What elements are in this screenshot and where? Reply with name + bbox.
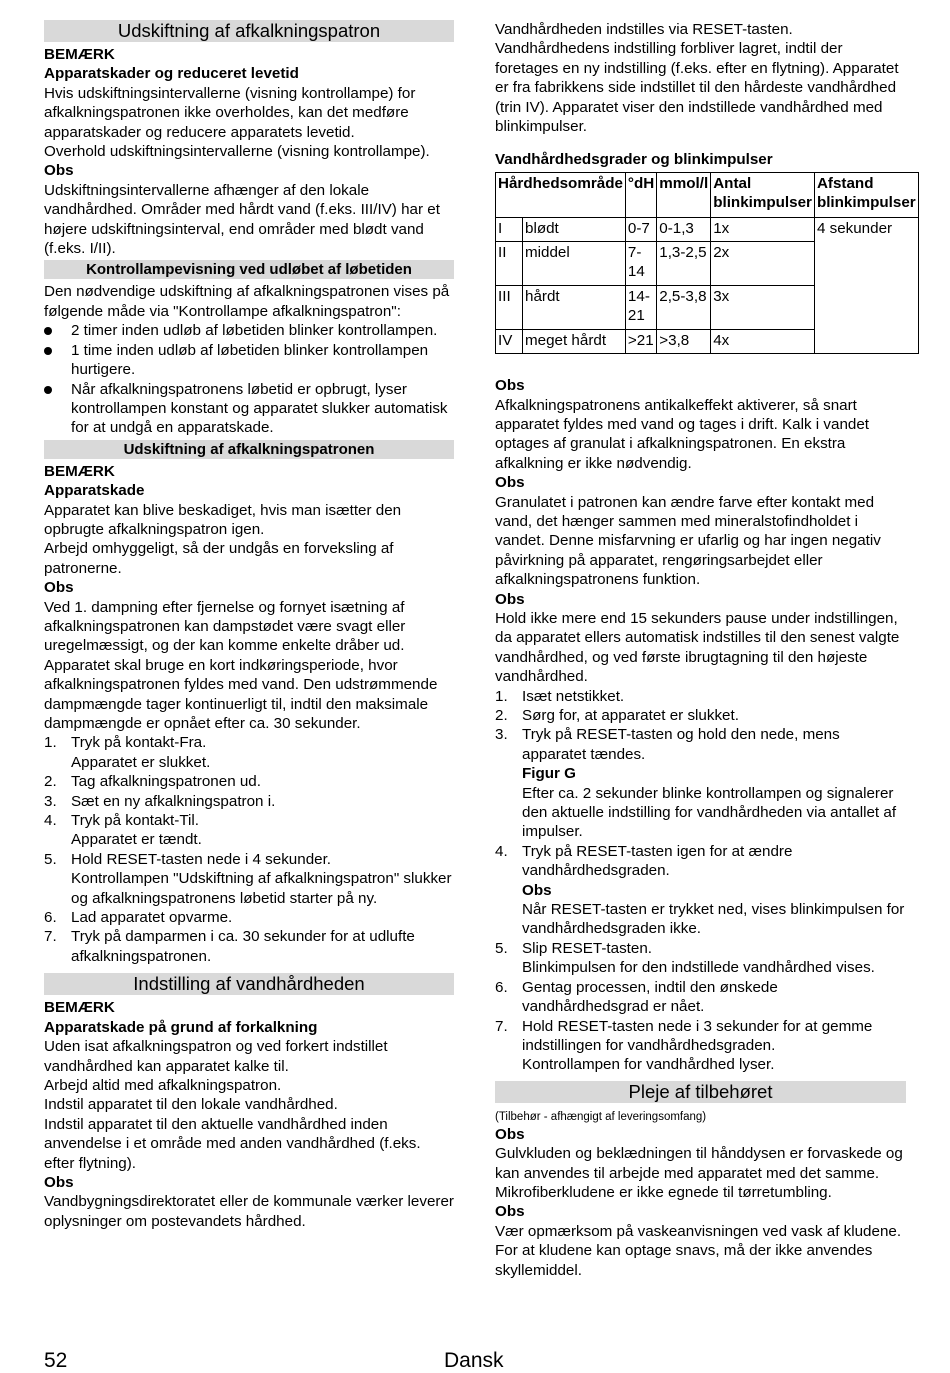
obs-label: Obs: [495, 1125, 525, 1143]
table-cell: hårdt: [523, 285, 626, 329]
obs-label: Obs: [44, 579, 74, 597]
left-column: [44, 20, 454, 1231]
bullet-item: 1 time inden udløb af løbetiden blinker kontrollampen hurtigere.: [44, 341, 454, 380]
paragraph: Arbejd omhyggeligt, så der undgås en forveksling af patronerne.: [44, 540, 394, 577]
obs-label: Obs: [44, 162, 74, 180]
bullet-item: Når afkalkningspatronens løbetid er opbrugt, lyser kontrollampen konstant og apparatet slukker automatisk for at undgå en apparatskade.: [44, 380, 454, 438]
paragraph: Vandhårdheden indstilles via RESET-tasten. Vandhårdhedens indstilling forbliver lagret, indtil der foretages en ny indstilling (f.eks. efter en flytning). Apparatet er fra fabrikkens side indstillet til den hårdeste vandhårdhed (trin IV). Apparatet viser den indstillede vandhårdhed med blinkimpulser.: [495, 21, 899, 136]
step-item: [44, 908, 454, 927]
step-item: [495, 842, 906, 881]
section-title-replacement: Udskiftning af afkalkningspatron: [44, 20, 454, 42]
step-number: 2.: [495, 707, 508, 724]
figure-reference: Figur G: [522, 765, 576, 783]
step-number: 7.: [495, 1017, 508, 1035]
obs-label: Obs: [495, 1203, 525, 1221]
table-cell: 4x: [711, 329, 815, 353]
step-result: Efter ca. 2 sekunder blinke kontrollampen og signalerer den aktuelle indstilling for vandhårdheden via antallet af impulser.: [522, 784, 897, 841]
notice-label: BEMÆRK: [44, 46, 115, 63]
notice-label: BEMÆRK: [44, 462, 115, 480]
paragraph: Indstil apparatet til den lokale vandhårdhed.: [44, 1096, 338, 1114]
step-text: Tryk på damparmen i ca. 30 sekunder for at udlufte afkalkningspatronen.: [71, 928, 415, 965]
step-text: Slip RESET-tasten.: [522, 939, 652, 957]
paragraph: Gulvkluden og beklædningen til hånddysen er forvaskede og kan anvendes til arbejde med apparatet med det samme. Mikrofiberkludene er ikke egnede til tørretumbling.: [495, 1145, 903, 1201]
step-item: [495, 978, 906, 1017]
section-title-accessory-care: Pleje af tilbehøret: [495, 1081, 906, 1103]
table-cell: I: [496, 217, 523, 241]
step-number: 2.: [44, 773, 57, 791]
table-header: mmol/l: [657, 172, 711, 217]
table-cell: 7-14: [625, 242, 656, 286]
paragraph: Hold ikke mere end 15 sekunders pause under indstillingen, da apparatet ellers automatisk indstilles til den senest valgte vandhårdhed, og ved første ibrugtagning til den højeste vandhårdhed.: [495, 609, 900, 686]
paragraph: Hvis udskiftningsintervallerne (visning kontrollampe) for afkalkningspatronen ikke overholdes, kan det medføre apparatskader og reducere apparatets levetid.: [44, 84, 416, 141]
table-header: Hårdhedsområde: [496, 172, 626, 217]
table-header: Afstand blinkimpulser: [814, 172, 918, 217]
step-item: [44, 811, 454, 830]
step-result: Apparatet er slukket.: [71, 753, 211, 771]
obs-label: Obs: [495, 377, 525, 395]
table-cell-interval: 4 sekunder: [814, 217, 918, 353]
obs-label: Obs: [495, 474, 525, 492]
step-result: Apparatet er tændt.: [71, 831, 202, 849]
table-cell: meget hårdt: [523, 329, 626, 353]
warning-heading: Apparatskade: [44, 482, 145, 500]
obs-label: Obs: [44, 1173, 74, 1191]
step-item: [495, 1017, 906, 1056]
paragraph: Uden isat afkalkningspatron og ved forkert indstillet vandhårdhed kan apparatet kalke til.: [44, 1038, 388, 1075]
table-row: [496, 217, 919, 241]
footer-language: Dansk: [444, 1349, 504, 1372]
step-item: [44, 792, 454, 811]
scope-note: (Tilbehør - afhængigt af leveringsomfang): [495, 1110, 707, 1123]
paragraph: Vandbygningsdirektoratet eller de kommunale værker leverer oplysninger om postevandets hårdhed.: [44, 1193, 454, 1230]
step-result: Kontrollampen for vandhårdhed lyser.: [522, 1056, 775, 1074]
table-cell: >3,8: [657, 329, 711, 353]
step-text: Tryk på RESET-tasten og hold den nede, mens apparatet tændes.: [522, 726, 840, 763]
table-header: °dH: [625, 172, 656, 217]
paragraph: Udskiftningsintervallerne afhænger af den lokale vandhårdhed. Områder med hårdt vand (f.eks. III/IV) har et højere udskiftningsinterval, end områder med blødt vand (f.eks. I/II).: [44, 181, 440, 258]
step-item: [495, 706, 906, 725]
paragraph: Apparatet skal bruge en kort indkøringsperiode, hvor afkalkningspatronen fyldes med vand. Den udstrømmende dampmængde tager kontinuerligt til, indtil den maksimale dampmængde er opnået efter ca. 30 sekunder.: [44, 656, 438, 732]
step-text: Tryk på kontakt-Til.: [71, 812, 199, 830]
step-text: Sørg for, at apparatet er slukket.: [522, 707, 739, 724]
warning-heading: Apparatskader og reduceret levetid: [44, 65, 299, 83]
step-text: Tag afkalkningspatronen ud.: [71, 773, 261, 791]
step-number: 7.: [44, 928, 57, 946]
step-text: Sæt en ny afkalkningspatron i.: [71, 792, 276, 810]
step-text: Lad apparatet opvarme.: [71, 909, 233, 927]
table-header-row: [496, 172, 919, 217]
paragraph: Den nødvendige udskiftning af afkalkningspatronen vises på følgende måde via "Kontrollampe afkalkningspatron":: [44, 283, 450, 320]
table-cell: II: [496, 242, 523, 286]
step-number: 1.: [495, 687, 508, 705]
step-item: [44, 733, 454, 752]
table-cell: 2x: [711, 242, 815, 286]
step-item: [495, 687, 906, 706]
step-number: 3.: [495, 726, 508, 744]
table-cell: blødt: [523, 217, 626, 241]
step-number: 5.: [495, 939, 508, 957]
section-title-indicator: Kontrollampevisning ved udløbet af løbetiden: [44, 260, 454, 279]
step-item: [495, 939, 906, 958]
obs-label: Obs: [495, 590, 525, 608]
paragraph: Granulatet i patronen kan ændre farve efter kontakt med vand, det hænger sammen med mineralstofindholdet i vandet. Denne misfarvning er ufarlig og har ingen negativ påvirkning på apparatet, rengøringsarbejdet eller afkalkningspatronens funktion.: [495, 493, 881, 589]
paragraph: Indstil apparatet til den aktuelle vandhårdhed inden anvendelse i et område med anden vandhårdhed (f.eks. efter flytning).: [44, 1115, 421, 1172]
step-text: Gentag processen, indtil den ønskede vandhårdhedsgrad er nået.: [522, 978, 778, 1016]
step-result: Når RESET-tasten er trykket ned, vises blinkimpulsen for vandhårdhedsgraden ikke.: [522, 901, 905, 938]
step-text: Tryk på RESET-tasten igen for at ændre vandhårdhedsgraden.: [522, 842, 793, 880]
step-number: 4.: [495, 842, 508, 860]
table-cell: 3x: [711, 285, 815, 329]
paragraph: Afkalkningspatronens antikalkeffekt aktiverer, så snart apparatet fyldes med vand og tages i drift. Kalk i vandet optages af granulat i afkalkningspatronen. En ekstra afkalkning er ikke nødvendig.: [495, 396, 869, 472]
table-title: Vandhårdhedsgrader og blinkimpulser: [495, 151, 773, 169]
table-cell: middel: [523, 242, 626, 286]
paragraph: Arbejd altid med afkalkningspatron.: [44, 1076, 282, 1094]
step-number: 5.: [44, 850, 57, 868]
step-text: Tryk på kontakt-Fra.: [71, 734, 207, 752]
section-title-cartridge-change: Udskiftning af afkalkningspatronen: [44, 440, 454, 459]
table-cell: 14-21: [625, 285, 656, 329]
step-number: 3.: [44, 792, 57, 810]
table-cell: 0-1,3: [657, 217, 711, 241]
table-cell: 2,5-3,8: [657, 285, 711, 329]
step-number: 6.: [495, 978, 508, 996]
table-cell: 0-7: [625, 217, 656, 241]
step-number: 4.: [44, 812, 57, 830]
step-item: [495, 725, 906, 764]
hardness-table: [495, 172, 919, 354]
paragraph: Vær opmærksom på vaskeanvisningen ved vask af kludene. For at kludene kan optage snavs, må der ikke anvendes skyllemiddel.: [495, 1222, 902, 1279]
paragraph: Ved 1. dampning efter fjernelse og fornyet isætning af afkalkningspatronen kan dampstødet være svagt eller uregelmæssigt, og der kan komme enkelte dråber ud.: [44, 598, 406, 655]
obs-label: Obs: [522, 881, 552, 899]
step-text: Hold RESET-tasten nede i 4 sekunder.: [71, 850, 332, 868]
paragraph: Apparatet kan blive beskadiget, hvis man isætter den opbrugte afkalkningspatron igen.: [44, 501, 402, 538]
warning-heading: Apparatskade på grund af forkalkning: [44, 1018, 318, 1036]
step-number: 6.: [44, 909, 57, 927]
paragraph: Overhold udskiftningsintervallerne (visning kontrollampe).: [44, 143, 430, 161]
step-item: [44, 772, 454, 791]
step-item: [44, 850, 454, 869]
notice-label: BEMÆRK: [44, 999, 115, 1017]
step-text: Hold RESET-tasten nede i 3 sekunder for at gemme indstillingen for vandhårdhedsgraden.: [522, 1017, 873, 1054]
section-title-water-hardness: Indstilling af vandhårdheden: [44, 973, 454, 995]
table-header: Antal blinkimpulser: [711, 172, 815, 217]
table-cell: 1,3-2,5: [657, 242, 711, 286]
table-cell: 1x: [711, 217, 815, 241]
table-cell: III: [496, 285, 523, 329]
right-column: [495, 20, 916, 1280]
step-item: [44, 927, 454, 966]
step-text: Isæt netstikket.: [522, 687, 625, 705]
step-number: 1.: [44, 734, 57, 752]
page-number: 52: [44, 1349, 68, 1372]
step-result: Blinkimpulsen for den indstillede vandhårdhed vises.: [522, 959, 875, 977]
bullet-item: 2 timer inden udløb af løbetiden blinker kontrollampen.: [44, 321, 454, 340]
table-cell: >21: [625, 329, 656, 353]
step-result: Kontrollampen "Udskiftning af afkalkningspatron" slukker og afkalkningspatronens løbetid starter på ny.: [71, 870, 452, 907]
table-cell: IV: [496, 329, 523, 353]
